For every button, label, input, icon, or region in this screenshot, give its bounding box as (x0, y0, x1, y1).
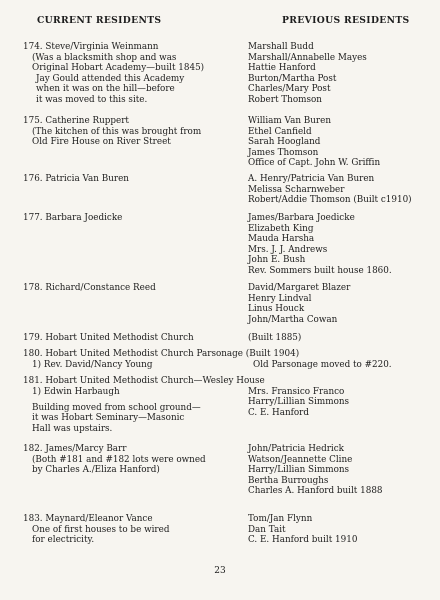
previous-line: Hattie Hanford (248, 63, 316, 74)
previous-residents-cell (248, 333, 433, 344)
residence-entries (0, 42, 440, 554)
previous-line: Mrs. Fransico Franco (248, 386, 345, 397)
current-line: by Charles A./Eliza Hanford) (32, 465, 160, 476)
previous-line: Charles/Mary Post (248, 84, 331, 95)
previous-line: William Van Buren (248, 116, 331, 126)
residence-entry (0, 349, 440, 376)
current-residents-cell (23, 376, 265, 434)
previous-line: John/Patricia Hedrick (248, 444, 345, 454)
previous-line: Watson/Jeannette Cline (248, 454, 353, 465)
previous-line (248, 376, 433, 387)
residence-entry (0, 116, 440, 174)
previous-line: Marshall Budd (248, 42, 314, 52)
current-line: 182. James/Marcy Barr (23, 444, 127, 454)
previous-line: David/Margaret Blazer (248, 283, 351, 293)
residence-entry (0, 213, 440, 283)
previous-line: Robert/Addie Thomson (Built c1910) (248, 195, 412, 206)
current-line: Original Hobart Academy—built 1845) (32, 63, 205, 74)
previous-line: A. Henry/Patricia Van Buren (248, 174, 375, 184)
previous-residents-cell (248, 376, 433, 418)
current-residents-cell (23, 349, 300, 370)
current-line: One of first houses to be wired (32, 524, 170, 535)
previous-line: Rev. Sommers built house 1860. (248, 265, 392, 276)
current-line: it was moved to this site. (36, 94, 148, 105)
previous-residents-cell (248, 213, 433, 277)
previous-line: C. E. Hanford (248, 407, 309, 418)
current-line: Hall was upstairs. (32, 423, 113, 434)
current-line: 1) Rev. David/Nancy Young (32, 359, 153, 370)
current-residents-cell (23, 213, 253, 224)
current-residents-cell (23, 444, 253, 476)
previous-residents-cell (248, 283, 433, 325)
current-line: 183. Maynard/Eleanor Vance (23, 514, 153, 524)
previous-line: James Thomson (248, 147, 319, 158)
current-line: (Was a blacksmith shop and was (32, 52, 177, 63)
current-residents-heading: CURRENT RESIDENTS (37, 15, 162, 26)
previous-line: James/Barbara Joedicke (248, 213, 355, 223)
previous-line: C. E. Hanford built 1910 (248, 535, 358, 546)
previous-line: Harry/Lillian Simmons (248, 465, 350, 476)
previous-line: Marshall/Annabelle Mayes (248, 52, 367, 63)
previous-line: Charles A. Hanford built 1888 (248, 486, 383, 497)
page-number: 23 (214, 566, 226, 576)
current-residents-cell (23, 514, 253, 546)
previous-line: Burton/Martha Post (248, 73, 337, 84)
current-line: 181. Hobart United Methodist Church—Wesley House (23, 376, 265, 386)
previous-residents-cell (248, 349, 433, 370)
previous-line: Old Parsonage moved to #220. (253, 359, 392, 370)
current-line: 174. Steve/Virginia Weinmann (23, 42, 159, 52)
previous-residents-cell (248, 116, 433, 169)
previous-line: Dan Tait (248, 524, 286, 535)
current-line: it was Hobart Seminary—Masonic (32, 413, 185, 424)
current-line: (The kitchen of this was brought from (32, 126, 202, 137)
current-line: Jay Gould attended this Academy (36, 73, 185, 84)
previous-residents-cell (248, 514, 433, 546)
current-line: when it was on the hill—before (36, 84, 175, 95)
current-line: 180. Hobart United Methodist Church Parsonage (Built 1904) (23, 349, 300, 359)
residence-entry (0, 333, 440, 349)
current-residents-cell (23, 333, 253, 344)
current-line: for electricity. (32, 535, 95, 546)
residence-entry (0, 174, 440, 213)
residence-entry (0, 444, 440, 514)
current-line: 179. Hobart United Methodist Church (23, 333, 194, 343)
previous-line (248, 349, 433, 360)
current-residents-cell (23, 283, 253, 294)
previous-line: Office of Capt. John W. Griffin (248, 158, 381, 169)
previous-line: Harry/Lillian Simmons (248, 397, 350, 408)
current-line: 178. Richard/Constance Reed (23, 283, 156, 293)
previous-residents-cell (248, 444, 433, 497)
current-line: 175. Catherine Ruppert (23, 116, 129, 126)
previous-line: (Built 1885) (248, 333, 302, 343)
previous-line: Bertha Burroughs (248, 475, 329, 486)
previous-line: Melissa Scharnweber (248, 184, 345, 195)
previous-line: Ethel Canfield (248, 126, 312, 137)
previous-residents-heading: PREVIOUS RESIDENTS (282, 15, 410, 26)
current-line: (Both #181 and #182 lots were owned (32, 454, 206, 465)
previous-line: John/Martha Cowan (248, 314, 338, 325)
previous-line: Mauda Harsha (248, 234, 315, 245)
residence-entry (0, 514, 440, 554)
previous-line: Sarah Hoogland (248, 137, 321, 148)
current-residents-cell (23, 174, 253, 185)
previous-line: John E. Bush (248, 255, 306, 266)
current-residents-cell (23, 42, 253, 106)
residence-entry (0, 376, 440, 444)
current-residents-cell (23, 116, 253, 148)
current-line: 177. Barbara Joedicke (23, 213, 123, 223)
previous-residents-cell (248, 42, 433, 106)
previous-line: Tom/Jan Flynn (248, 514, 313, 524)
previous-line: Elizabeth King (248, 223, 314, 234)
previous-residents-cell (248, 174, 433, 206)
previous-line: Mrs. J. J. Andrews (248, 244, 328, 255)
previous-line: Henry Lindval (248, 293, 312, 304)
current-line: Building moved from school ground— (32, 402, 201, 413)
previous-line: Linus Houck (248, 304, 305, 315)
current-line: Old Fire House on River Street (32, 137, 171, 148)
current-line: 1) Edwin Harbaugh (32, 386, 120, 397)
residence-entry (0, 283, 440, 333)
previous-line: Robert Thomson (248, 94, 322, 105)
residence-entry (0, 42, 440, 116)
current-line: 176. Patricia Van Buren (23, 174, 129, 184)
